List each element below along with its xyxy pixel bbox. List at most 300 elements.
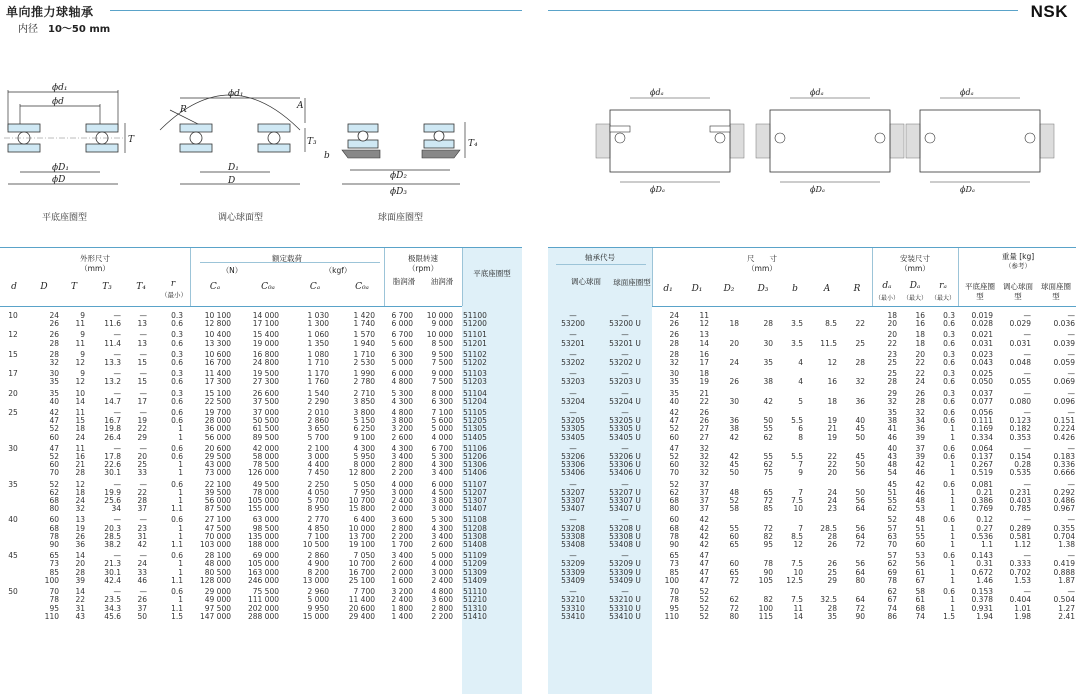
table-cell: 47 [669,443,679,453]
table-cell: 20 [8,388,18,398]
table-cell: 19 [699,378,709,387]
table-cell: 4 300 [431,524,453,533]
table-cell: 128 000 [199,576,231,585]
table-cell: 12 [8,330,18,340]
title-rule [110,10,522,11]
table-cell: 62 [49,488,59,497]
table-row [548,533,1076,541]
table-cell: 5 000 [431,551,453,561]
table-cell [838,367,866,378]
table-cell: 50 [855,488,865,497]
table-cell: 22 [915,359,925,368]
table-cell: 53306 [561,461,585,470]
table-cell: 52 [49,479,59,489]
table-cell: 39 [915,433,925,442]
hdr-unit-mm: （mm） [80,264,110,273]
table-cell: 1 570 [353,330,375,340]
table-cell: 2 800 [391,461,413,470]
table-cell: — [139,515,147,525]
table-cell [838,387,866,398]
table-cell [710,308,740,320]
table-cell: 60 [669,515,679,525]
hdr-T: T [70,282,77,292]
table-cell: — [113,311,121,320]
table-cell: 12 [75,359,85,368]
hdr-b: b [792,284,798,294]
table-cell: 0.12 [976,515,993,525]
table-cell: 0.6 [171,551,183,561]
table-cell: 62 [887,587,897,597]
table-cell: — [139,479,147,489]
table-cell: 163 000 [247,568,279,577]
table-cell: 3 200 [391,587,413,597]
table-cell: 28 [75,568,85,577]
table-cell: 1.1 [171,576,183,585]
table-cell: — [621,479,629,489]
svg-text:R: R [180,105,187,115]
table-cell: — [569,330,577,340]
table-cell [838,442,866,453]
hdr-D3: D₃ [757,284,769,294]
table-cell: 115 [758,612,773,621]
table-cell: 1 420 [353,311,375,320]
table-cell: 65 [729,568,739,577]
table-cell: 19.9 [104,488,121,497]
table-cell: 22 [137,425,147,434]
table-cell: 26 [669,330,679,340]
hdr-D1: D₁ [691,284,703,294]
table-cell: — [569,388,577,398]
table-cell [740,308,774,320]
table-cell: 42 [763,397,773,406]
table-cell: 0.3 [943,330,955,340]
table-cell [804,513,838,524]
svg-text:ϕDₐ: ϕDₐ [650,185,665,194]
table-cell: 28 [887,378,897,387]
table-cell: 0.037 [971,388,993,398]
table-cell: 51106 [462,442,522,453]
table-cell: 0.702 [1009,568,1031,577]
table-cell: 5 050 [353,479,375,489]
table-cell: 0.123 [1009,417,1031,426]
table-cell: 35 [827,612,837,621]
table-cell: 0.704 [1053,532,1075,541]
table-cell: — [1023,587,1031,597]
table-cell: 14.7 [104,397,121,406]
table-cell: 1 350 [307,339,329,348]
table-cell: — [1067,479,1075,489]
table-cell: 0.6 [943,408,955,418]
table-cell: 50 [855,433,865,442]
table-row [548,549,1076,560]
table-cell: 17 [8,369,18,379]
svg-text:b: b [324,151,330,161]
table-cell: 40 [855,417,865,426]
table-cell [454,596,462,604]
table-cell: 17 [137,397,147,406]
svg-text:ϕd: ϕd [52,97,64,107]
hdr-A: A [823,284,831,294]
table-cell: 1 [178,469,183,478]
table-cell: 43 [887,453,897,462]
table-cell: 1 [950,497,955,506]
table-cell: 9 [798,469,803,478]
table-cell: 53209 U [609,560,641,569]
table-cell: 70 [49,587,59,597]
table-cell: 0.486 [1053,497,1075,506]
table-cell: 22.6 [104,461,121,470]
table-cell: 0.6 [171,479,183,489]
table-cell: 2 600 [391,560,413,569]
table-cell: 26 [915,388,925,398]
table-cell: 11 [75,339,85,348]
table-cell: — [569,515,577,525]
table-cell: 60 [49,515,59,525]
table-cell: 78 [49,532,59,541]
hdr-self-align: 调心球面 [571,277,601,286]
table-cell: 0.169 [971,425,993,434]
svg-text:ϕD: ϕD [52,175,66,185]
table-row [0,434,522,442]
table-cell: 11 [793,604,803,613]
table-cell: 65 [729,541,739,550]
label-d1: ϕd₁ [52,83,68,93]
table-cell: 9 950 [307,604,329,613]
table-row [0,497,522,505]
table-cell: 29 000 [204,587,231,597]
table-cell: 35 [49,378,59,387]
table-cell [804,549,838,560]
hdr-da: dₐ [882,281,892,291]
table-cell: 2 600 [431,541,453,550]
table-cell: 19 [137,417,147,426]
table-cell: — [139,408,147,418]
table-cell: 51205 [462,417,522,425]
table-row [548,461,1076,469]
table-cell: 5 600 [391,339,413,348]
table-cell [838,406,866,417]
table-row [0,585,522,596]
svg-text:D: D [228,176,236,186]
table-cell: 53308 [561,532,585,541]
table-cell: 51110 [462,585,522,596]
table-cell: 0.769 [971,505,993,514]
table-cell: 55 [915,532,925,541]
table-cell: 51204 [462,398,522,406]
table-cell: 2 400 [391,596,413,605]
table-cell: 22 [75,596,85,605]
table-cell: 202 000 [247,604,279,613]
table-cell: 53200 [561,320,585,329]
table-cell: 1 600 [391,576,413,585]
table-cell: 1 [178,568,183,577]
table-cell [740,585,774,596]
table-cell: 0.056 [971,408,993,418]
table-cell: 23 [887,349,897,359]
table-cell: 0.023 [971,349,993,359]
hdr-r: r [170,279,176,289]
table-cell: — [113,388,121,398]
table-cell: 1 [950,469,955,478]
table-cell: 2 960 [307,587,329,597]
table-cell: 13 [699,330,709,340]
table-cell: 14 [75,551,85,561]
table-cell: 0.050 [971,378,993,387]
table-cell: 1 030 [307,311,329,320]
table-cell: 6 000 [391,369,413,379]
table-cell: 2 530 [353,359,375,368]
table-cell: 0.581 [1009,532,1031,541]
table-cell: 5 700 [307,497,329,506]
table-cell: 0.267 [971,461,993,470]
table-cell: 80 [49,505,59,514]
table-cell: — [113,479,121,489]
table-cell: 29 400 [348,612,375,621]
table-row [548,497,1076,505]
table-cell [710,348,740,359]
table-row [0,605,522,613]
table-row [548,469,1076,477]
table-cell: 10 600 [204,349,231,359]
table-cell: 51108 [462,513,522,524]
table-cell [710,328,740,339]
table-row [548,596,1076,604]
table-cell [454,577,462,585]
table-cell: 20 [137,453,147,462]
table-cell: 3 800 [353,408,375,418]
table-cell: 67 [887,596,897,605]
table-cell: 95 [49,604,59,613]
table-cell: 53210 U [609,596,641,605]
table-cell: 0.967 [1053,505,1075,514]
table-row [0,461,522,469]
table-row [548,505,1076,513]
table-cell: 53310 [561,604,585,613]
table-cell [838,549,866,560]
table-row [548,320,1076,328]
table-cell: 3 800 [431,497,453,506]
table-cell: 1 700 [391,541,413,550]
table-cell: — [139,388,147,398]
table-cell: 4 000 [391,479,413,489]
hdr-oil: 油润滑 [430,277,454,286]
table-cell: 36 [729,417,739,426]
table-row [0,320,522,328]
table-cell: 15 [137,378,147,387]
table-cell: 0.6 [943,397,955,406]
table-cell: 19 500 [252,369,279,379]
table-cell: 1 400 [391,612,413,621]
table-cell: 0.182 [1009,425,1031,434]
table-cell: 246 000 [247,576,279,585]
table-cell: 0.404 [1009,596,1031,605]
table-cell: 4 900 [307,560,329,569]
table-cell: 47 [669,417,679,426]
table-cell: 36 000 [204,425,231,434]
hdr-unit-kgf: （kgf） [324,266,352,275]
table-cell: — [113,515,121,525]
table-cell: 1.98 [1014,612,1031,621]
table-cell: 51405 [462,434,522,442]
table-cell [454,461,462,469]
table-cell: 17 100 [252,320,279,329]
table-cell: 5 700 [307,433,329,442]
table-cell: 80 [729,612,739,621]
table-cell: 0.6 [943,378,955,387]
table-cell: 53305 [561,425,585,434]
table-cell: 2 200 [391,469,413,478]
table-cell: 9 000 [431,369,453,379]
table-cell: 9 [80,369,85,379]
table-cell: 32 [699,443,709,453]
table-cell: 37 [915,443,925,453]
table-cell: 0.28 [1014,461,1031,470]
table-cell [740,406,774,417]
table-cell: 47 [49,417,59,426]
table-cell [838,585,866,596]
table-cell: 12 [75,378,85,387]
table-cell: — [1023,311,1031,320]
table-cell: — [621,369,629,379]
table-cell: 37 [699,505,709,514]
table-row [548,340,1076,348]
table-row [0,478,522,489]
table-cell: 0.3 [943,369,955,379]
table-cell [0,605,26,613]
hdr-bearing-no: 轴承代号 [585,253,615,262]
table-cell: 0.785 [1009,505,1031,514]
table-cell: 53409 [561,576,585,585]
table-cell: 3 600 [391,515,413,525]
table-cell: 51307 [462,497,522,505]
table-cell [454,453,462,461]
table-cell: 3 400 [391,453,413,462]
table-cell: 50 [8,587,18,597]
table-cell: 32 [855,378,865,387]
table-cell: 90 [855,612,865,621]
table-cell: 2 600 [391,433,413,442]
hdr-weight: 重量 [kg] [1001,252,1035,261]
table-cell: — [1023,330,1031,340]
table-cell: 0.224 [1053,425,1075,434]
table-cell: 5 000 [431,425,453,434]
table-cell: 27 [699,433,709,442]
table-cell: 10 [8,311,18,320]
table-cell: 26 [49,320,59,329]
table-cell: 0.028 [971,320,993,329]
table-cell: 21 [699,388,709,398]
table-cell: 0.6 [171,397,183,406]
table-cell: 15 [137,359,147,368]
table-cell [774,348,804,359]
table-cell: 6 300 [391,349,413,359]
table-cell: — [1023,515,1031,525]
table-cell: 0.672 [971,568,993,577]
table-cell [774,513,804,524]
table-cell [0,340,26,348]
svg-text:ϕDₐ: ϕDₐ [810,185,825,194]
table-row [548,577,1076,585]
table-cell: 1 710 [353,349,375,359]
table-cell: 23 [827,505,837,514]
table-row [0,613,522,621]
table-cell: 1 [950,576,955,585]
table-cell: — [1067,587,1075,597]
hdr-grease: 脂润滑 [392,277,416,286]
hdr-D: D [40,282,48,292]
table-cell: 13 [137,320,147,329]
table-cell: 1 060 [307,330,329,340]
table-cell [454,320,462,328]
table-cell: 0.292 [1053,488,1075,497]
table-cell: 52 [729,497,739,506]
table-cell: 1.94 [976,612,993,621]
table-cell: 6 250 [353,425,375,434]
table-cell: 10 700 [348,560,375,569]
table-cell: 42.4 [104,576,121,585]
svg-text:ϕDₐ: ϕDₐ [960,185,975,194]
table-cell: 61 [915,568,925,577]
table-cell: 288 000 [247,612,279,621]
table-cell: 16.7 [104,417,121,426]
table-cell: 0.536 [971,532,993,541]
table-cell: 0.403 [1009,497,1031,506]
table-cell: 51407 [462,505,522,513]
table-cell: 89 500 [252,433,279,442]
table-cell: 0.3 [171,388,183,398]
table-cell: 0.6 [943,359,955,368]
table-cell: 42 [699,524,709,533]
table-cell [804,406,838,417]
diagram-seat-type [320,110,480,200]
table-cell [774,367,804,378]
table-cell: 0.6 [943,453,955,462]
table-cell [838,513,866,524]
table-cell: 95 [669,604,679,613]
table-cell: 0.6 [171,408,183,418]
table-cell: 2 200 [431,612,453,621]
table-cell: 60 [49,433,59,442]
table-cell [0,577,26,585]
table-cell: 15 [8,349,18,359]
table-cell: 4 000 [431,433,453,442]
table-cell [454,406,462,417]
table-cell: 47 [699,576,709,585]
table-cell: 6 000 [431,479,453,489]
table-cell: 68 [669,524,679,533]
table-cell: 53204 U [609,397,641,406]
table-cell: 82 [763,532,773,541]
table-cell: 13 [75,515,85,525]
table-cell: 53309 U [609,568,641,577]
table-cell: 20 [75,560,85,569]
hdr-d1: d₁ [663,284,673,294]
table-cell: 103 000 [199,541,231,550]
table-cell: 74 [915,612,925,621]
table-cell: 53308 U [609,532,641,541]
svg-text:ϕdₐ: ϕdₐ [650,88,664,97]
table-cell: 2 800 [391,524,413,533]
table-cell: 1 [178,524,183,533]
table-cell: 5 300 [391,388,413,398]
table-cell [0,469,26,477]
table-cell [454,489,462,497]
table-cell: 0.019 [971,311,993,320]
table-cell: 51200 [462,320,522,328]
table-cell: 11.4 [104,339,121,348]
table-cell: 39 500 [204,488,231,497]
table-cell: 53405 [561,433,585,442]
